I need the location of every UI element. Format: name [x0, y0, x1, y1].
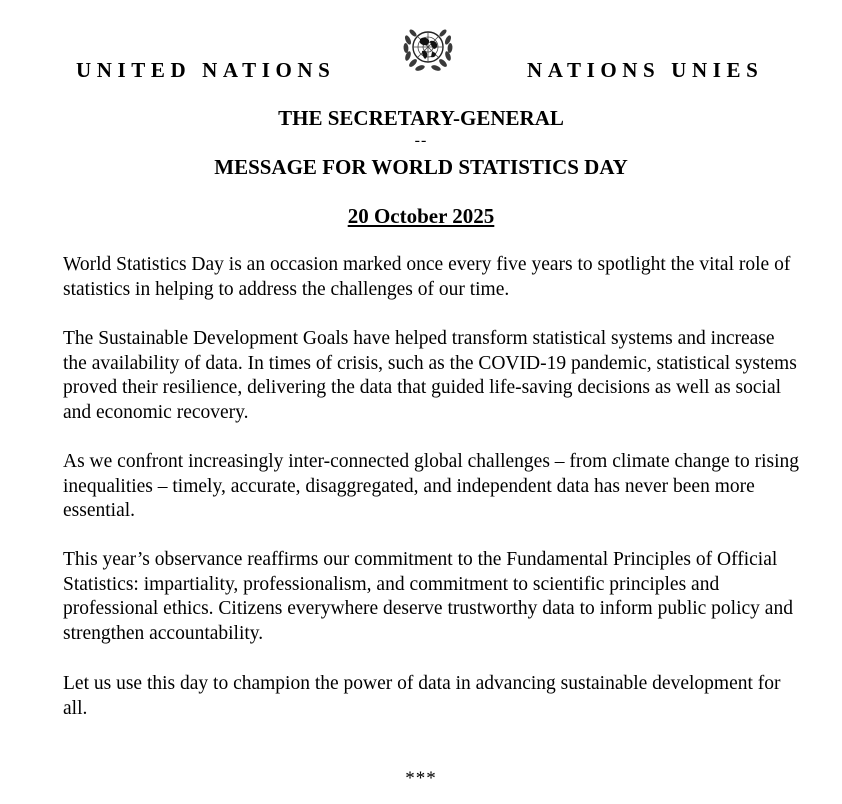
letterhead — [0, 0, 842, 100]
body-paragraph-4: This year’s observance reaffirms our commitment to the Fundamental Principles of Official Statistics: impartiality, professionalism, and commitment to scientific principles and professional ethics. Citizens everywhere deserve trustworthy data to inform public policy and strengthen accountability. — [63, 549, 793, 644]
end-mark: *** — [405, 768, 437, 789]
org-name-english: UNITED NATIONS — [76, 58, 336, 82]
body-paragraph-3: As we confront increasingly inter-connected global challenges – from climate change to rising inequalities – timely, accurate, disaggregated, and independent data has never been more essential. — [63, 451, 800, 521]
body-paragraph-5: Let us use this day to champion the power of data in advancing sustainable development for all. — [63, 673, 781, 719]
message-title: MESSAGE FOR WORLD STATISTICS DAY — [214, 155, 628, 179]
org-name-french: NATIONS UNIES — [527, 58, 764, 82]
un-emblem-icon — [400, 22, 456, 74]
message-date: 20 October 2025 — [347, 204, 495, 228]
heading-separator: -- — [414, 132, 428, 149]
office-title: THE SECRETARY-GENERAL — [278, 106, 564, 130]
body-paragraph-2: The Sustainable Development Goals have helped transform statistical systems and increase the availability of data. In times of crisis, such as the COVID-19 pandemic, statistical systems proved their resilience, delivering the data that guided life-saving decisions as well as social and economic recovery. — [63, 328, 797, 423]
body-paragraph-1: World Statistics Day is an occasion marked once every five years to spotlight the vital role of statistics in helping to address the challenges of our time. — [63, 254, 791, 300]
